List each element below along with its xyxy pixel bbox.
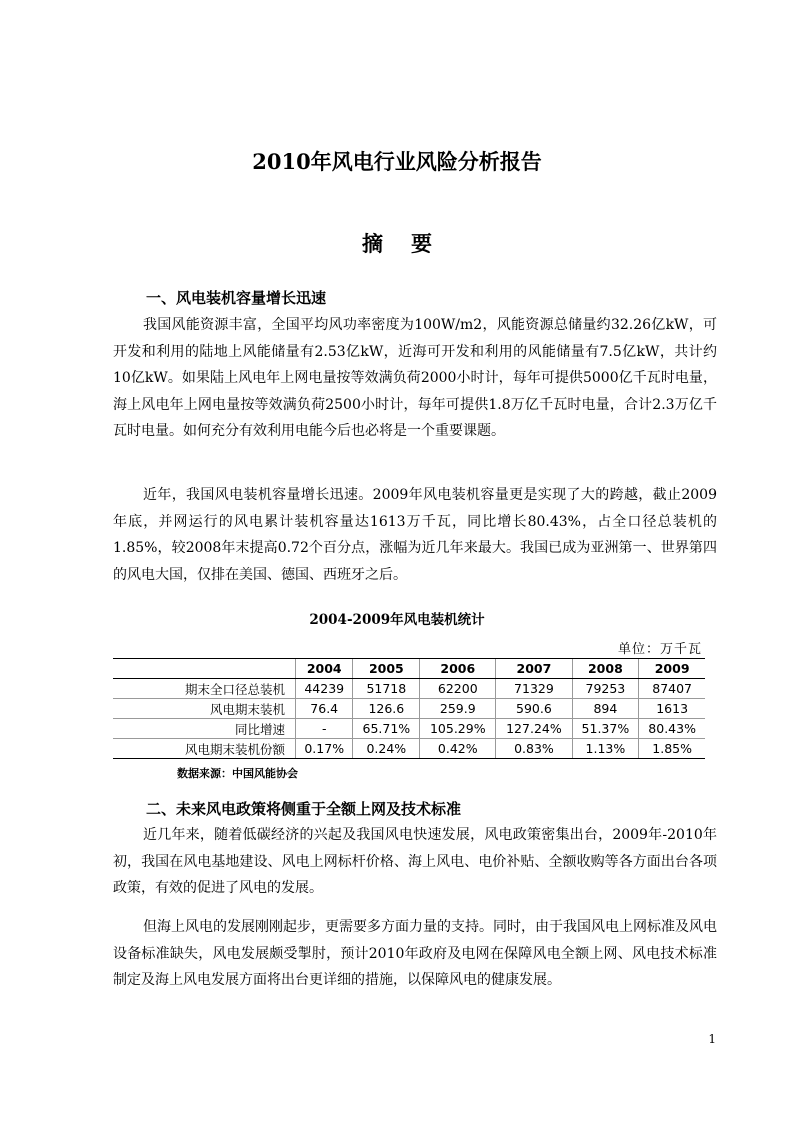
- table-header-cell: 2004: [296, 659, 353, 679]
- table-header-cell: 2009: [639, 659, 705, 679]
- paragraph-policy: 近几年来，随着低碳经济的兴起及我国风电快速发展，风电政策密集出台，2009年-2010年初，我国在风电基地建设、风电上网标杆价格、海上风电、电价补贴、全额收购等各方面出台各项政策，有效的促进了风电的发展。: [113, 827, 717, 896]
- table-header-cell: 2006: [420, 659, 496, 679]
- table-cell: 风电期末装机份额: [113, 739, 296, 759]
- wind-capacity-table: [113, 658, 705, 759]
- table-row: [113, 719, 705, 739]
- paragraph-offshore-outlook: 但海上风电的发展刚刚起步，更需要多方面力量的支持。同时，由于我国风电上网标准及风电设备标准缺失，风电发展颇受掣肘，预计2010年政府及电网在保障风电全额上网、风电技术标准制定及海上风电发展方面将出台更详细的措施，以保障风电的健康发展。: [113, 919, 717, 988]
- table-header-cell: 2007: [496, 659, 572, 679]
- section-heading-2: 二、未来风电政策将侧重于全额上网及技术标准: [146, 800, 462, 818]
- table-cell: 259.9: [420, 699, 496, 719]
- table-source-note: 数据来源：中国风能协会: [177, 767, 298, 780]
- abstract-title: 摘要: [362, 231, 460, 256]
- table-cell: 71329: [496, 679, 572, 699]
- table-cell: 590.6: [496, 699, 572, 719]
- table-header-cell: [113, 659, 296, 679]
- table-cell: 44239: [296, 679, 353, 699]
- table-cell: 0.24%: [353, 739, 420, 759]
- table-cell: 同比增速: [113, 719, 296, 739]
- table-row: [113, 679, 705, 699]
- table-cell: 51718: [353, 679, 420, 699]
- table-cell: 62200: [420, 679, 496, 699]
- table-cell: 0.17%: [296, 739, 353, 759]
- table-cell: -: [296, 719, 353, 739]
- table-cell: 期末全口径总装机: [113, 679, 296, 699]
- table-cell: 1.85%: [639, 739, 705, 759]
- table-header-cell: 2008: [572, 659, 639, 679]
- table-cell: 1.13%: [572, 739, 639, 759]
- table-cell: 79253: [572, 679, 639, 699]
- table-cell: 0.42%: [420, 739, 496, 759]
- table-cell: 0.83%: [496, 739, 572, 759]
- table-cell: 65.71%: [353, 719, 420, 739]
- table-cell: 87407: [639, 679, 705, 699]
- table-cell: 1613: [639, 699, 705, 719]
- paragraph-wind-resources: 我国风能资源丰富，全国平均风功率密度为100W/m2，风能资源总储量约32.26亿kW，可开发和利用的陆地上风能储量有2.53亿kW，近海可开发和利用的风能储量有7.5亿kW，共计约10亿kW。如果陆上风电年上网电量按等效满负荷2000小时计，每年可提供5000亿千瓦时电量，海上风电年上网电量按等效满负荷2500小时计，每年可提供1.8万亿千瓦时电量，合计2.3万亿千瓦时电量。如何充分有效利用电能今后也必将是一个重要课题。: [113, 317, 717, 439]
- table-cell: 80.43%: [639, 719, 705, 739]
- table-row: [113, 739, 705, 759]
- table-title: 2004-2009年风电装机统计: [309, 612, 485, 628]
- table-row: [113, 699, 705, 719]
- table-cell: 127.24%: [496, 719, 572, 739]
- section-heading-1: 一、风电装机容量增长迅速: [146, 289, 327, 307]
- table-cell: 126.6: [353, 699, 420, 719]
- table-header-cell: 2005: [353, 659, 420, 679]
- table-unit: 单位：万千瓦: [617, 642, 702, 657]
- page-title: 2010年风电行业风险分析报告: [252, 149, 542, 174]
- table-cell: 51.37%: [572, 719, 639, 739]
- table-cell: 76.4: [296, 699, 353, 719]
- page-number: 1: [708, 1032, 716, 1046]
- table-header-row: [113, 659, 705, 679]
- paragraph-installed-capacity: 近年，我国风电装机容量增长迅速。2009年风电装机容量更是实现了大的跨越，截止2009年底，并网运行的风电累计装机容量达1613万千瓦，同比增长80.43%，占全口径总装机的1.85%，较2008年末提高0.72个百分点，涨幅为近几年来最大。我国已成为亚洲第一、世界第四的风电大国，仅排在美国、德国、西班牙之后。: [113, 487, 717, 583]
- table-cell: 风电期末装机: [113, 699, 296, 719]
- table-cell: 894: [572, 699, 639, 719]
- table-cell: 105.29%: [420, 719, 496, 739]
